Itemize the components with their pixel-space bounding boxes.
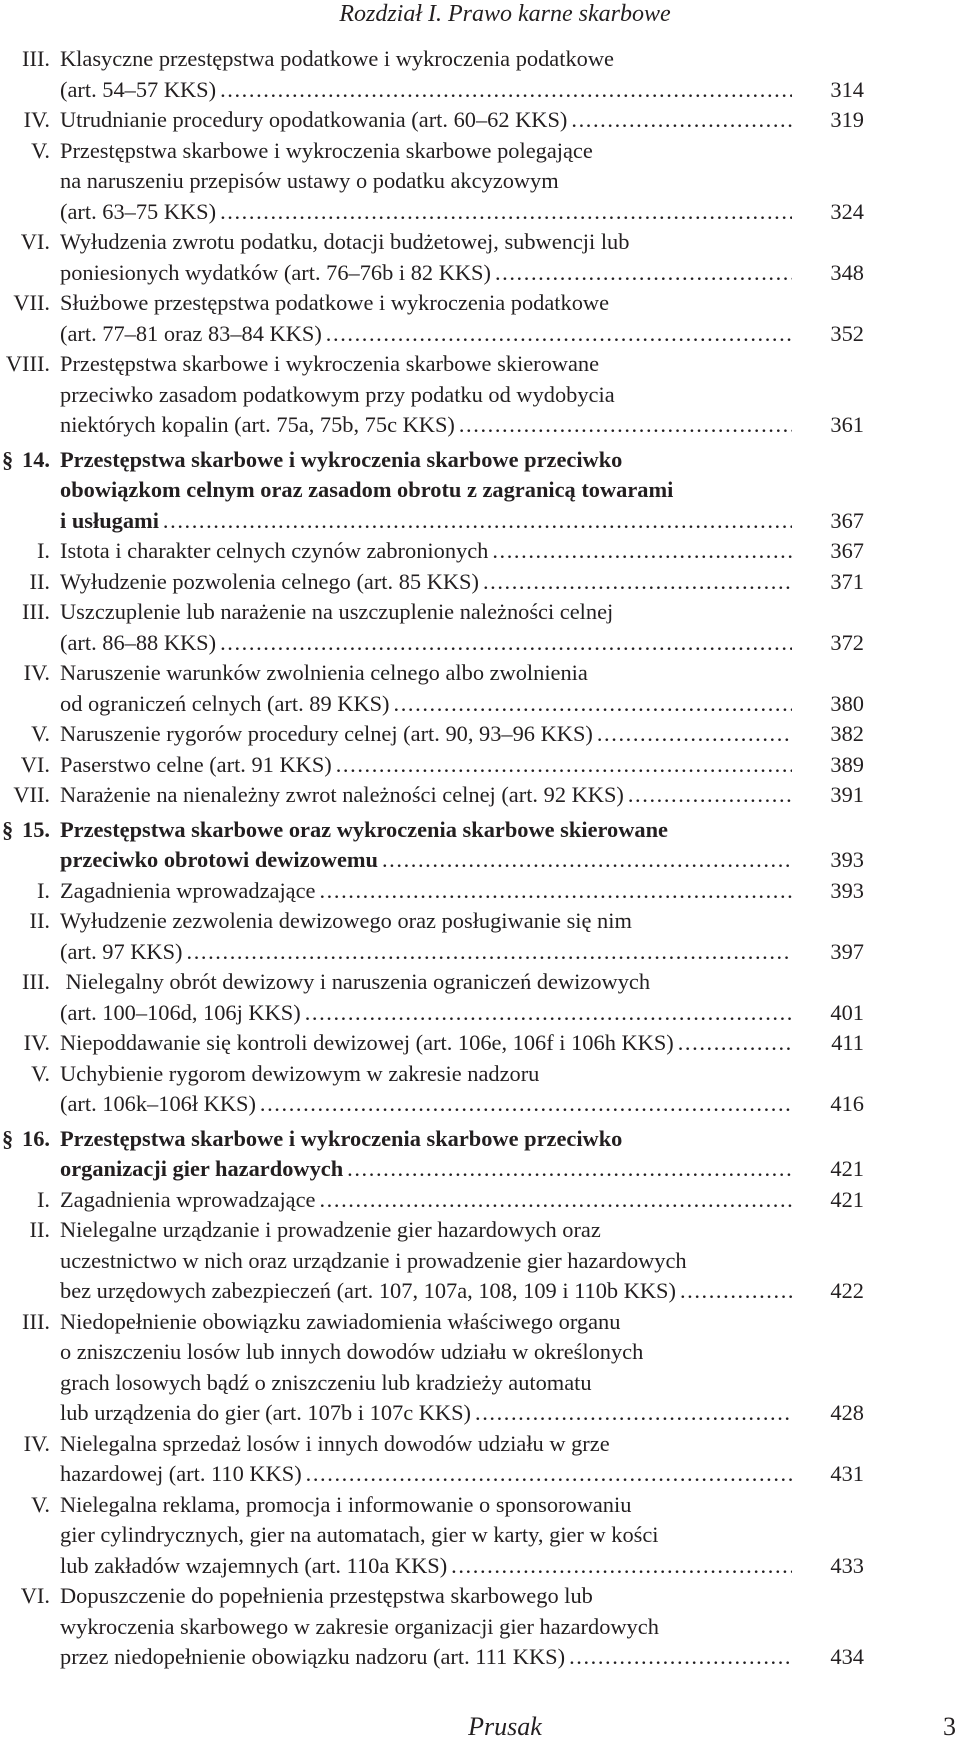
entry-title <box>60 597 804 658</box>
entry-title <box>60 906 804 967</box>
page-ref: 352 <box>830 320 864 346</box>
page-ref: 431 <box>830 1461 864 1486</box>
dot-leader <box>571 105 792 136</box>
running-header: Rozdział I. Prawo karne skarbowe <box>339 1 671 27</box>
entry-title-line: Nielegalna reklama, promocja i informowanie o sponsorowaniu <box>60 1491 632 1517</box>
toc-entry[interactable] <box>0 227 960 288</box>
entry-title <box>60 1307 804 1429</box>
dot-leader <box>451 1551 792 1582</box>
entry-title <box>60 227 804 288</box>
entry-title-line: niektórych kopalin (art. 75a, 75b, 75c KKS) <box>60 412 455 437</box>
entry-title <box>60 349 804 441</box>
entry-number: III. <box>22 599 50 624</box>
entry-title-line: Uszczuplenie lub narażenie na uszczuplenie należności celnej <box>60 599 614 624</box>
entry-title-line: organizacji gier hazardowych <box>60 1156 344 1181</box>
entry-title-line: Przestępstwa skarbowe i wykroczenia skarbowe polegające <box>60 137 593 163</box>
page-ref: 371 <box>830 568 864 594</box>
entry-number: IV. <box>23 107 50 132</box>
entry-title <box>60 1429 804 1490</box>
entry-title-line: Zagadnienia wprowadzające <box>60 1186 316 1212</box>
dot-leader <box>680 1276 792 1307</box>
toc-entry[interactable] <box>0 876 960 907</box>
entry-title-line: Paserstwo celne (art. 91 KKS) <box>60 751 332 777</box>
dot-leader <box>475 1398 792 1429</box>
toc-section-entry[interactable] <box>0 1124 960 1185</box>
toc-section-entry[interactable] <box>0 445 960 537</box>
entry-title-line: Służbowe przestępstwa podatkowe i wykroczenia podatkowe <box>60 290 610 315</box>
entry-title-line: Wyłudzenie pozwolenia celnego (art. 85 KKS) <box>60 568 479 594</box>
page-ref: 421 <box>830 1156 864 1181</box>
entry-title-line: Przestępstwa skarbowe i wykroczenia skarbowe skierowane <box>60 351 600 376</box>
entry-title-line: Wyłudzenia zwrotu podatku, dotacji budżetowej, subwencji lub <box>60 229 630 254</box>
entry-title-line: gier cylindrycznych, gier na automatach, gier w karty, gier w kości <box>60 1522 659 1547</box>
entry-title-line: uczestnictwo w nich oraz urządzanie i prowadzenie gier hazardowych <box>60 1247 687 1273</box>
entry-title-line: lub urządzenia do gier (art. 107b i 107c KKS) <box>60 1400 471 1425</box>
toc-entry[interactable] <box>0 349 960 441</box>
entry-title <box>60 567 804 598</box>
entry-title-line: Przestępstwa skarbowe i wykroczenia skarbowe przeciwko <box>60 446 623 472</box>
page-ref: 393 <box>830 847 864 872</box>
entry-title-line: przeciwko obrotowi dewizowemu <box>60 847 378 872</box>
entry-title-line: poniesionych wydatków (art. 76–76b i 82 KKS) <box>60 259 491 285</box>
entry-number: I. <box>36 538 50 563</box>
entry-title-line: Dopuszczenie do popełnienia przestępstwa skarbowego lub <box>60 1583 593 1608</box>
entry-title-line: (art. 54–57 KKS) <box>60 76 217 102</box>
dot-leader <box>220 197 792 228</box>
section-number <box>0 445 60 476</box>
entry-title-line: Istota i charakter celnych czynów zabronionych <box>60 538 489 563</box>
entry-title <box>60 815 804 876</box>
dot-leader <box>260 1089 792 1120</box>
entry-number: V. <box>31 721 50 746</box>
entry-number: I. <box>36 877 50 903</box>
entry-number: V. <box>31 1060 50 1086</box>
page-ref: 372 <box>830 629 864 655</box>
entry-number: I. <box>36 1186 50 1212</box>
entry-number: VI. <box>20 229 50 254</box>
entry-title-line: bez urzędowych zabezpieczeń (art. 107, 107a, 108, 109 i 110b KKS) <box>60 1278 676 1303</box>
dot-leader <box>319 1185 792 1216</box>
entry-title-line: wykroczenia skarbowego w zakresie organizacji gier hazardowych <box>60 1613 659 1639</box>
entry-title-line: grach losowych bądź o zniszczeniu lub kradzieży automatu <box>60 1369 592 1395</box>
entry-title <box>60 1490 804 1582</box>
toc-entry[interactable] <box>0 1307 960 1429</box>
page-ref: 421 <box>830 1186 864 1212</box>
entry-title <box>60 288 804 349</box>
dot-leader <box>394 689 792 720</box>
dot-leader <box>459 410 792 441</box>
entry-title-line: obowiązkom celnym oraz zasadom obrotu z zagranicą towarami <box>60 477 674 502</box>
entry-number: II. <box>29 568 50 594</box>
entry-title-line: Uchybienie rygorom dewizowym w zakresie nadzoru <box>60 1060 540 1086</box>
toc-entry[interactable] <box>0 105 960 136</box>
page-ref: 401 <box>830 999 864 1025</box>
entry-title-line: (art. 63–75 KKS) <box>60 198 217 224</box>
toc-entry[interactable] <box>0 1185 960 1216</box>
entry-title-line: (art. 86–88 KKS) <box>60 629 217 655</box>
entry-number: III. <box>22 1308 50 1334</box>
entry-title-line: Nielegalne urządzanie i prowadzenie gier hazardowych oraz <box>60 1217 601 1242</box>
section-number <box>0 815 60 846</box>
dot-leader <box>678 1028 792 1059</box>
entry-number: III. <box>22 46 50 71</box>
entry-number: IV. <box>23 660 50 685</box>
dot-leader <box>495 258 792 289</box>
toc-entry[interactable] <box>0 536 960 567</box>
entry-title-line: hazardowej (art. 110 KKS) <box>60 1461 302 1486</box>
entry-title <box>60 1215 804 1307</box>
page-number: 3 <box>943 1712 956 1741</box>
entry-title-line: od ograniczeń celnych (art. 89 KKS) <box>60 690 390 716</box>
toc-entry[interactable] <box>0 658 960 719</box>
dot-leader <box>347 1154 792 1185</box>
page-ref: 416 <box>830 1091 864 1116</box>
dot-leader <box>492 536 792 567</box>
entry-title-line: Przestępstwa skarbowe oraz wykroczenia skarbowe skierowane <box>60 816 668 842</box>
page-ref: 411 <box>831 1030 864 1055</box>
toc-entry[interactable] <box>0 1581 960 1673</box>
entry-title-line: Nielegalna sprzedaż losów i innych dowodów udziału w grze <box>60 1430 610 1456</box>
toc-entry[interactable] <box>0 1490 960 1582</box>
publisher-name: Prusak <box>468 1712 542 1741</box>
entry-title-line: przez niedopełnienie obowiązku nadzoru (art. 111 KKS) <box>60 1644 566 1669</box>
page-ref: 397 <box>830 938 864 964</box>
entry-title <box>60 1059 804 1120</box>
entry-number: V. <box>31 137 50 163</box>
page-ref: 391 <box>830 782 864 807</box>
toc-entry[interactable] <box>0 750 960 781</box>
toc-entry[interactable] <box>0 1059 960 1120</box>
entry-number: II. <box>29 1217 50 1242</box>
page-ref: 348 <box>830 259 864 285</box>
dot-leader <box>306 1459 792 1490</box>
entry-title <box>60 750 804 781</box>
section-sign: § <box>2 1125 14 1151</box>
page-ref: 389 <box>830 751 864 777</box>
dot-leader <box>319 876 792 907</box>
entry-title <box>60 1028 804 1059</box>
entry-title-line: Nielegalny obrót dewizowy i naruszenia ograniczeń dewizowych <box>60 969 651 994</box>
toc-entry[interactable] <box>0 1028 960 1059</box>
page-ref: 433 <box>830 1552 864 1578</box>
entry-title <box>60 536 804 567</box>
entry-title-line: Narażenie na nienależny zwrot należności celnej (art. 92 KKS) <box>60 782 624 807</box>
dot-leader <box>187 937 792 968</box>
entry-title-line: (art. 97 KKS) <box>60 938 183 964</box>
entry-title-line: Niepoddawanie się kontroli dewizowej (art. 106e, 106f i 106h KKS) <box>60 1030 674 1055</box>
entry-title <box>60 780 804 811</box>
entry-title <box>60 44 804 105</box>
entry-title <box>60 1185 804 1216</box>
page-ref: 324 <box>830 198 864 224</box>
entry-title-line: Wyłudzenie zezwolenia dewizowego oraz posługiwanie się nim <box>60 908 632 933</box>
page-ref: 367 <box>830 507 864 533</box>
page-ref: 367 <box>830 538 864 563</box>
entry-title <box>60 967 804 1028</box>
table-of-contents <box>0 44 960 1673</box>
toc-entry[interactable] <box>0 967 960 1028</box>
page-ref: 428 <box>830 1400 864 1425</box>
entry-title-line: o zniszczeniu losów lub innych dowodów udziału w określonych <box>60 1339 644 1364</box>
section-number-label: 16. <box>22 1125 50 1151</box>
dot-leader <box>483 567 792 598</box>
dot-leader <box>326 319 792 350</box>
entry-title-line: Naruszenie warunków zwolnienia celnego albo zwolnienia <box>60 660 588 685</box>
entry-title-line: (art. 77–81 oraz 83–84 KKS) <box>60 320 322 346</box>
section-number-label: 14. <box>22 446 50 472</box>
toc-entry[interactable] <box>0 1215 960 1307</box>
toc-entry[interactable] <box>0 906 960 967</box>
entry-title-line: i usługami <box>60 507 159 533</box>
entry-title-line: Zagadnienia wprowadzające <box>60 877 316 903</box>
page-ref: 314 <box>830 76 864 102</box>
section-sign: § <box>2 446 14 472</box>
page-ref: 434 <box>830 1644 864 1669</box>
entry-title <box>60 719 804 750</box>
dot-leader <box>163 506 792 537</box>
dot-leader <box>305 998 792 1029</box>
dot-leader <box>597 719 792 750</box>
entry-title <box>60 876 804 907</box>
section-number-label: 15. <box>22 816 50 842</box>
page-ref: 382 <box>830 721 864 746</box>
entry-number: IV. <box>23 1430 50 1456</box>
entry-title-line: Niedopełnienie obowiązku zawiadomienia właściwego organu <box>60 1308 621 1334</box>
entry-title-line: Przestępstwa skarbowe i wykroczenia skarbowe przeciwko <box>60 1125 623 1151</box>
section-number <box>0 1124 60 1155</box>
entry-title <box>60 445 804 537</box>
entry-title <box>60 136 804 228</box>
page-ref: 393 <box>830 877 864 903</box>
section-sign: § <box>2 816 14 842</box>
entry-number: VIII. <box>5 351 50 376</box>
entry-title <box>60 1124 804 1185</box>
entry-number: V. <box>31 1491 50 1517</box>
toc-entry[interactable] <box>0 288 960 349</box>
page-ref: 380 <box>830 690 864 716</box>
entry-title-line: Klasyczne przestępstwa podatkowe i wykroczenia podatkowe <box>60 46 614 71</box>
entry-number: VII. <box>13 290 50 315</box>
entry-number: III. <box>22 969 50 994</box>
entry-title-line: lub zakładów wzajemnych (art. 110a KKS) <box>60 1552 448 1578</box>
toc-entry[interactable] <box>0 1429 960 1490</box>
dot-leader <box>382 845 792 876</box>
entry-title <box>60 1581 804 1673</box>
page-ref: 422 <box>830 1278 864 1303</box>
toc-entry[interactable] <box>0 780 960 811</box>
page-ref: 319 <box>830 107 864 132</box>
entry-title-line: (art. 106k–106ł KKS) <box>60 1091 256 1116</box>
entry-title-line: przeciwko zasadom podatkowym przy podatku od wydobycia <box>60 381 615 407</box>
toc-entry[interactable] <box>0 597 960 658</box>
entry-title-line: na naruszeniu przepisów ustawy o podatku akcyzowym <box>60 168 559 193</box>
toc-entry[interactable] <box>0 136 960 228</box>
toc-entry[interactable] <box>0 567 960 598</box>
dot-leader <box>569 1642 792 1673</box>
page-ref: 361 <box>830 412 864 437</box>
dot-leader <box>220 75 792 106</box>
toc-entry[interactable] <box>0 44 960 105</box>
toc-entry[interactable] <box>0 719 960 750</box>
dot-leader <box>336 750 792 781</box>
entry-title <box>60 658 804 719</box>
entry-title-line: (art. 100–106d, 106j KKS) <box>60 999 301 1025</box>
toc-section-entry[interactable] <box>0 815 960 876</box>
entry-number: IV. <box>23 1030 50 1055</box>
entry-number: VI. <box>20 1583 50 1608</box>
entry-title <box>60 105 804 136</box>
entry-number: II. <box>29 908 50 933</box>
entry-title-line: Naruszenie rygorów procedury celnej (art. 90, 93–96 KKS) <box>60 721 593 746</box>
entry-title-line: Utrudnianie procedury opodatkowania (art. 60–62 KKS) <box>60 107 568 132</box>
entry-number: VII. <box>13 782 50 807</box>
dot-leader <box>220 628 792 659</box>
entry-number: VI. <box>20 751 50 777</box>
dot-leader <box>628 780 792 811</box>
